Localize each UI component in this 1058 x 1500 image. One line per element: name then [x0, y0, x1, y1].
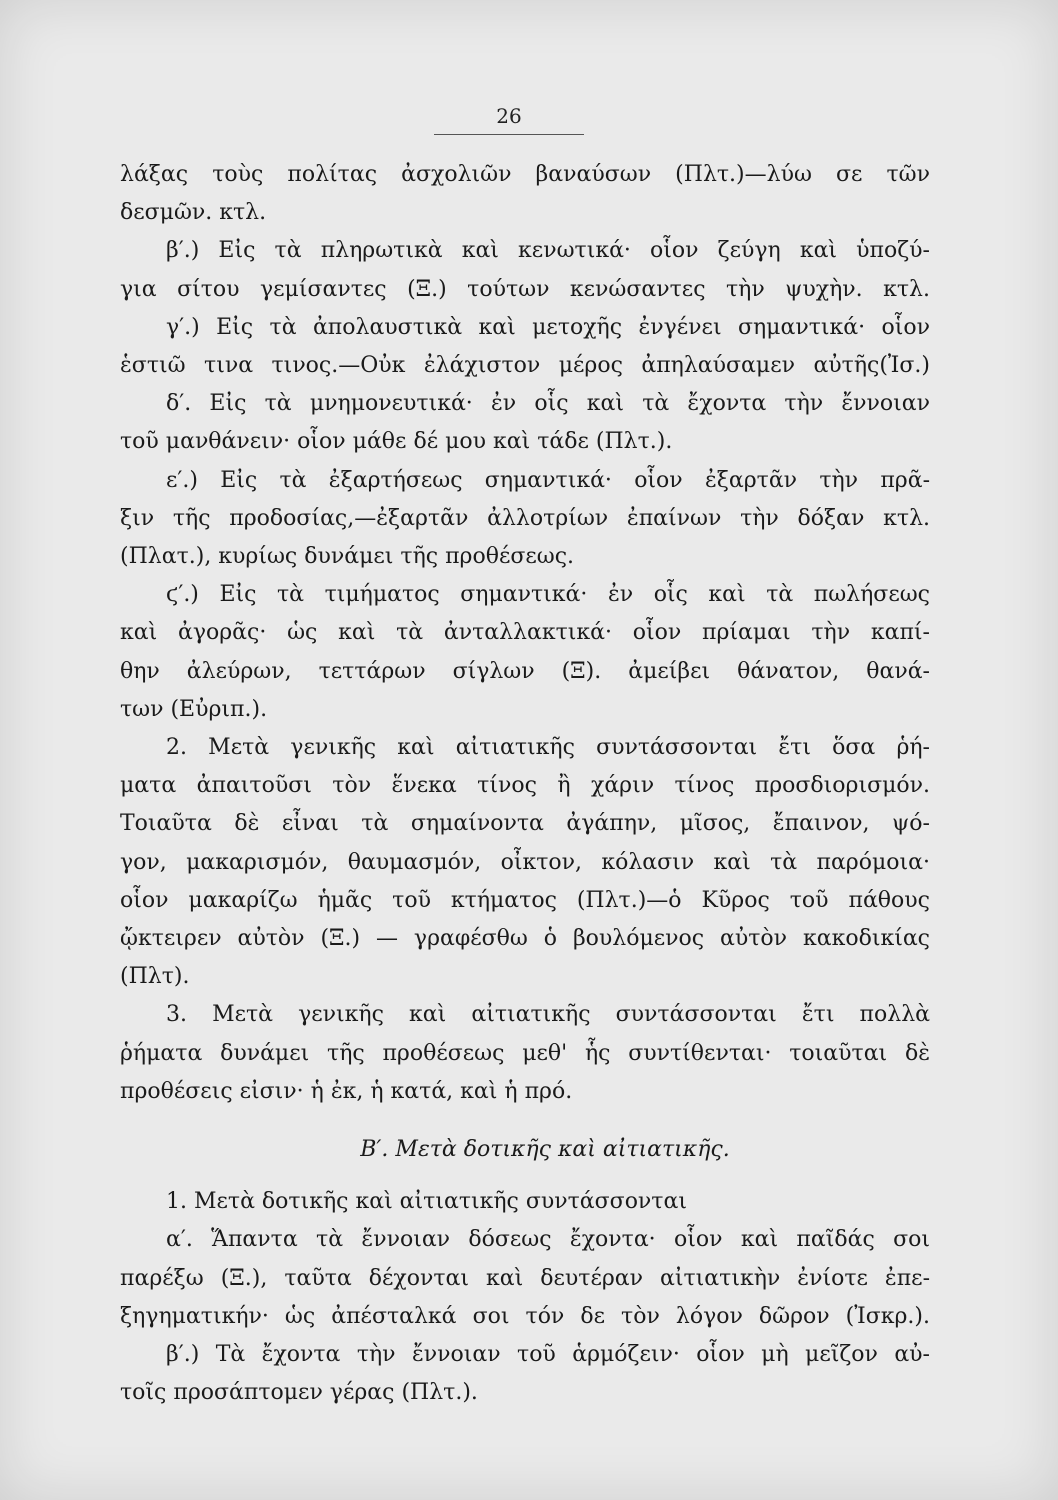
text-line: δ′. Εἰς τὰ μνημονευτικά· ἐν οἷς καὶ τὰ ἔχοντα τὴν ἔννοιαν [166, 391, 930, 417]
text-line: ξιν τῆς προδοσίας,—ἐξαρτᾶν ἀλλοτρίων ἐπαίνων τὴν δόξαν κτλ. [120, 505, 930, 531]
text-line: ἑστιῶ τινα τινος.—Οὐκ ἐλάχιστον μέρος ἀπηλαύσαμεν αὐτῆς(Ἰσ.) [120, 353, 930, 379]
text-line: λάξας τοὺς πολίτας ἀσχολιῶν βαναύσων (Πλτ.)—λύω σε τῶν [120, 162, 930, 187]
text-line: τοῖς προσάπτομεν γέρας (Πλτ.). [120, 1380, 478, 1406]
text-line: ῥήματα δυνάμει τῆς προθέσεως μεθ' ἧς συντίθενται· τοιαῦται δὲ [120, 1040, 930, 1066]
text-line: ᾤκτειρεν αὐτὸν (Ξ.) — γραφέσθω ὁ βουλόμενος αὐτὸν κακοδικίας [120, 926, 930, 952]
text-line: ματα ἀπαιτοῦσι τὸν ἕνεκα τίνος ἢ χάριν τίνος προσδιορισμόν. [120, 773, 930, 799]
text-line: β′.) Τὰ ἔχοντα τὴν ἔννοιαν τοῦ ἁρμόζειν· οἷον μὴ μεῖζον αὐ- [166, 1342, 930, 1368]
text-line: για σίτου γεμίσαντες (Ξ.) τούτων κενώσαντες τὴν ψυχὴν. κτλ. [120, 276, 930, 302]
text-line: παρέξω (Ξ.), ταῦτα δέχονται καὶ δευτέραν αἰτιατικὴν ἐνίοτε ἐπε- [120, 1265, 930, 1291]
text-line: οἷον μακαρίζω ἡμᾶς τοῦ κτήματος (Πλτ.)—ὁ Κῦρος τοῦ πάθους [120, 887, 930, 913]
text-line: ε′.) Εἰς τὰ ἐξαρτήσεως σημαντικά· οἷον ἐξαρτᾶν τὴν πρᾶ- [166, 467, 930, 493]
text-line: καὶ ἀγορᾶς· ὡς καὶ τὰ ἀνταλλακτικά· οἷον πρίαμαι τὴν καπί- [120, 620, 930, 646]
text-line: ξηγηματικήν· ὡς ἀπέσταλκά σοι τόν δε τὸν λόγον δῶρον (Ἰσκρ.). [120, 1303, 930, 1329]
page-number: 26 [434, 104, 584, 135]
text-line: δεσμῶν. κτλ. [120, 200, 267, 226]
text-line: θην ἀλεύρων, τεττάρων σίγλων (Ξ). ἀμείβει θάνατον, θανά- [120, 658, 930, 684]
body-text [120, 156, 930, 1413]
text-line: 2. Μετὰ γενικῆς καὶ αἰτιατικῆς συντάσσονται ἔτι ὅσα ῥή- [166, 735, 930, 761]
text-line: α′. Ἅπαντα τὰ ἔννοιαν δόσεως ἔχοντα· οἷον καὶ παῖδάς σοι [166, 1227, 930, 1253]
text-line: προθέσεις εἰσιν· ἡ ἐκ, ἡ κατά, καὶ ἡ πρό. [120, 1078, 573, 1104]
text-line: β′.) Εἰς τὰ πληρωτικὰ καὶ κενωτικά· οἷον ζεύγη καὶ ὑποζύ- [166, 238, 930, 264]
text-line: των (Εὐριπ.). [120, 696, 268, 722]
text-line: γον, μακαρισμόν, θαυμασμόν, οἶκτον, κόλασιν καὶ τὰ παρόμοια· [120, 849, 930, 875]
text-line: (Πλατ.), κυρίως δυνάμει τῆς προθέσεως. [120, 544, 575, 570]
section-heading: Β′. Μετὰ δοτικῆς καὶ αἰτιατικῆς. [360, 1137, 730, 1163]
text-line: 1. Μετὰ δοτικῆς καὶ αἰτιατικῆς συντάσσονται [166, 1189, 687, 1215]
text-line: 3. Μετὰ γενικῆς καὶ αἰτιατικῆς συντάσσονται ἔτι πολλὰ [166, 1002, 930, 1028]
text-line: τοῦ μανθάνειν· οἷον μάθε δέ μου καὶ τάδε (Πλτ.). [120, 429, 673, 455]
text-line: γ′.) Εἰς τὰ ἀπολαυστικὰ καὶ μετοχῆς ἐνγένει σημαντικά· οἷον [166, 314, 930, 340]
text-line: Τοιαῦτα δὲ εἶναι τὰ σημαίνοντα ἀγάπην, μῖσος, ἔπαινον, ψό- [120, 811, 930, 837]
text-line: (Πλτ). [120, 964, 190, 990]
text-line: ϛ′.) Εἰς τὰ τιμήματος σημαντικά· ἐν οἷς καὶ τὰ πωλήσεως [166, 582, 930, 608]
